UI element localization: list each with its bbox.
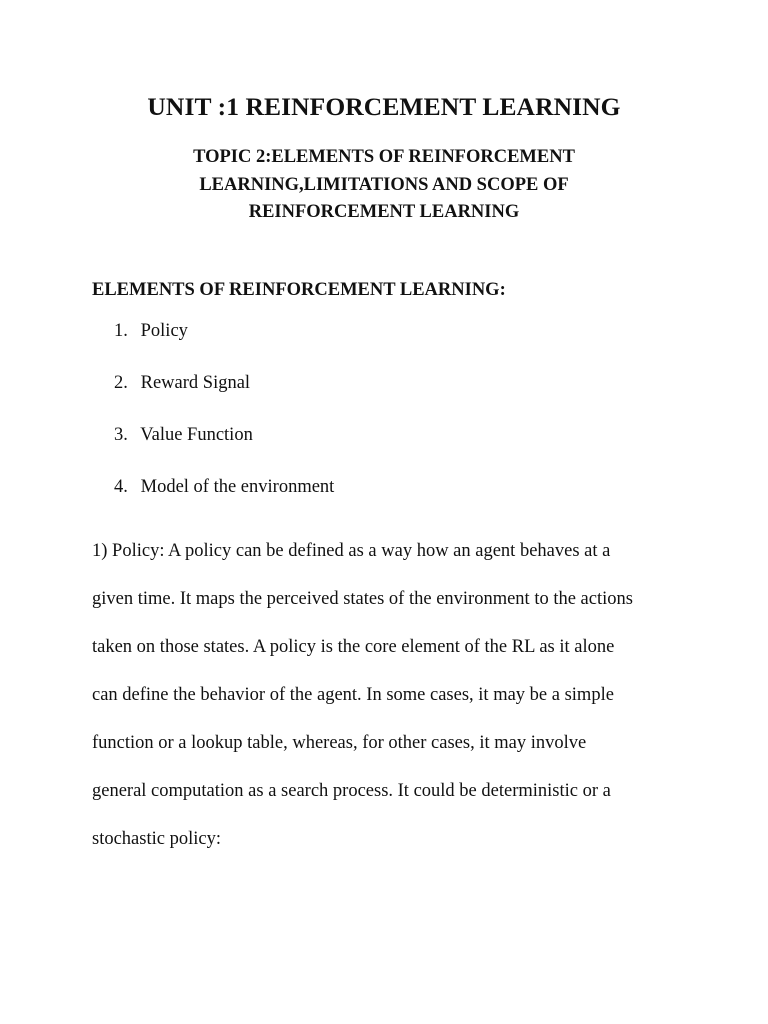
policy-paragraph (92, 537, 712, 873)
paragraph-line: function or a lookup table, whereas, for other cases, it may involve (92, 733, 587, 753)
paragraph-line: given time. It maps the perceived states of the environment to the actions (92, 589, 633, 609)
list-item-label: Model of the environment (140, 477, 335, 497)
paragraph-line: general computation as a search process. It could be deterministic or a (92, 781, 611, 801)
subtitle-line: REINFORCEMENT LEARNING (248, 202, 520, 222)
list-item-label: Reward Signal (140, 373, 251, 393)
topic-subtitle (134, 144, 634, 227)
list-item-label: Value Function (140, 425, 253, 445)
list-item-number: 1. (114, 321, 128, 341)
list-item (114, 423, 334, 475)
paragraph-line: 1) Policy: A policy can be defined as a way how an agent behaves at a (92, 541, 611, 561)
elements-list (114, 319, 334, 527)
list-item (114, 475, 334, 527)
subtitle-line: TOPIC 2:ELEMENTS OF REINFORCEMENT (193, 147, 575, 167)
list-item-number: 3. (114, 425, 128, 445)
page-title: UNIT :1 REINFORCEMENT LEARNING (147, 92, 621, 121)
subtitle-line: LEARNING,LIMITATIONS AND SCOPE OF (199, 174, 569, 195)
list-item (114, 319, 334, 371)
paragraph-line: stochastic policy: (92, 829, 221, 849)
paragraph-line: taken on those states. A policy is the core element of the RL as it alone (92, 637, 615, 657)
section-heading: ELEMENTS OF REINFORCEMENT LEARNING: (92, 280, 506, 300)
list-item (114, 371, 334, 423)
list-item-number: 4. (114, 477, 128, 497)
list-item-label: Policy (140, 321, 188, 341)
list-item-number: 2. (114, 373, 128, 393)
paragraph-line: can define the behavior of the agent. In some cases, it may be a simple (92, 685, 614, 705)
